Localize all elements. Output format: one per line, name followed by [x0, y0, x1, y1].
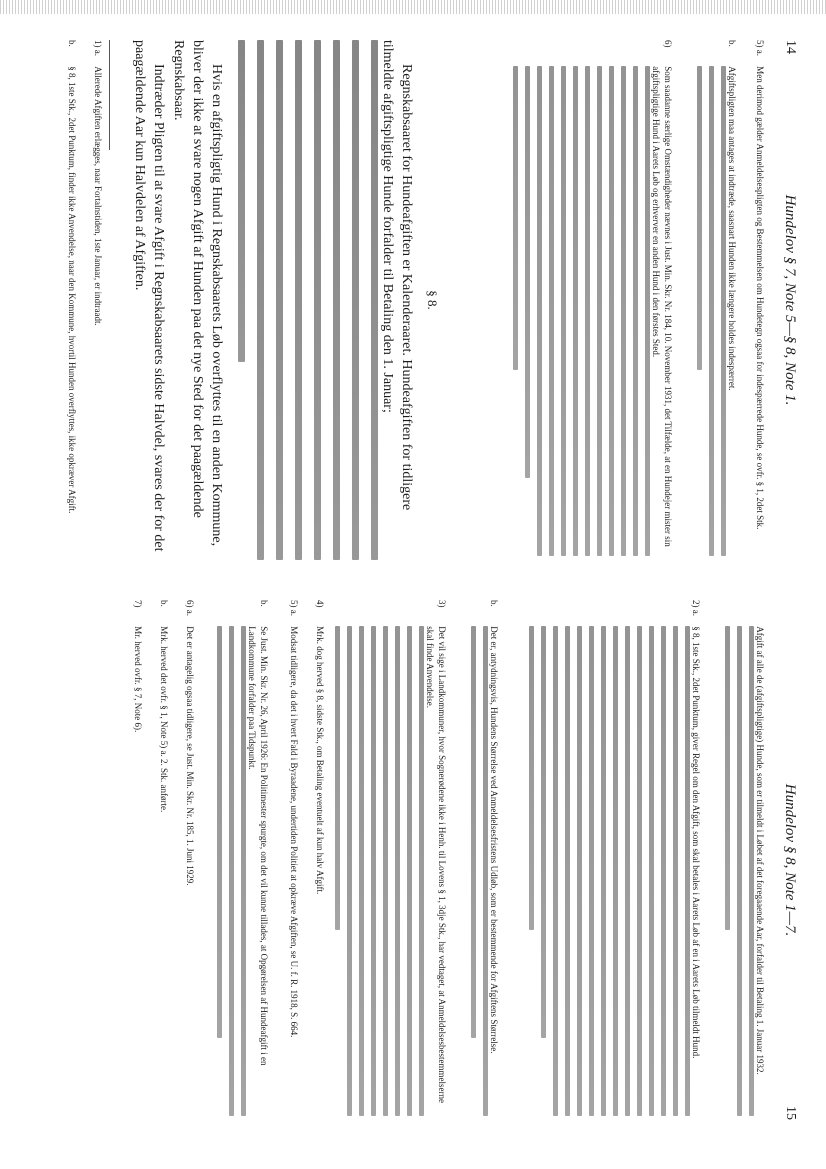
footnote-rule — [109, 40, 110, 150]
paragraph-text: Indtræder Pligten til at svare Afgift i Regnskabsaarets sidste Halvdel, svares der for det paagældende Aar kun Halvdelen af Afgiften. — [132, 40, 166, 552]
paragraph-text: Hvis en afgiftspligtig Hund i Regnskabsaarets Løb overflyttes til en anden Kommune, bliver der ikke at svare nogen Afgift af Hunden paa det nye Sted for det paagældende Regnskabsaar. — [171, 40, 224, 547]
note-7: 7) Mr. herved ovfr. § 7, Note 6). — [133, 600, 143, 733]
note-text: Det er, antydningsvis, Hundens Størrelse ved Anmeldelsesfristens Udløb, som er bestemmende for Afgiftens Størrelse. — [489, 626, 499, 1054]
note-6b: b. Mrk. herved det ovfr. § 1, Note 5) a. 2. Stk. anførte. — [159, 600, 169, 813]
page-14 — [40, 40, 800, 560]
note-text: Afgift af alle de (afgiftspligtige) Hunde, som er tilmeldt i Løbet af det foregaaende Aar, forfalder til Betaling 1. Januar 1932. — [755, 626, 765, 1075]
note-3: 3) Det vil sige i Landkommuner, hvor Sognerødene ikke i Henh. til Lovens § 1, 3dje Stk., har vedtaget, at Anmeldelsesbestemmelserne skal finde Anvendelse. — [328, 600, 448, 1120]
running-head — [774, 600, 800, 1120]
note-6a: 6) a. Det er antagelig ogsaa tidligere, se Just. Min. Skr. Nr. 185, 1. Juni 1929. — [185, 600, 195, 886]
note-text: Som saadanne særlige Omstændigheder nævnes i Just. Min. Skr. Nr. 184, 10. November 1931, det Tilfælde, at en Hundejer mister sin afgiftspligtige Hund i Aarets Løb og erhverver en anden Hund i den førstes Sted. — [651, 66, 673, 547]
note-2b: b. Det er, antydningsvis, Hundens Størrelse ved Anmeldelsesfristens Udløb, som er bestemmende for Afgiftens Størrelse. — [464, 600, 500, 1120]
footnote-1a: 1) a. Allerede Afgiften erlægges, naar Fortalnstiden, 1ste Januar, er indtraadt. — [93, 40, 103, 326]
footnote-text: § 8, 1ste Stk., 2det Punktum, finder ikke Anvendelse, naar den Kommune, hvortil Hunden overflyttes, ikke opkræver Afgift. — [67, 66, 77, 514]
note-text: Det er antagelig ogsaa tidligere, se Just. Min. Skr. Nr. 185, 1. Juni 1929. — [185, 626, 195, 886]
note-2a: 2) a. § 8, 1ste Stk., 2det Punktum, giver Regel om den Afgift, som skal betales i Aarets Løb af en i Aarets Løb tilmeldt Hund. — [522, 600, 702, 1120]
paragraph-text: Regnskabsaaret for Hundeafgiften er Kalenderaaret. Hundeafgiften for tidligere tilmeldte afgiftspligtige Hunde forfalder til Betaling den 1. Januar; — [380, 40, 414, 511]
note-5b: b. Afgiftspligten maa antages at indtræde, saasnart Hunden ikke længere holdes indespærret. — [690, 40, 738, 560]
note-text: Afgiftspligten maa antages at indtræde, saasnart Hunden ikke længere holdes indespærret. — [727, 66, 737, 391]
running-head-title: Hundelov § 7, Note 5—§ 8, Note 1. — [782, 194, 798, 406]
note-5a: 5) a. Men derimod gælder Anmeldelsespligten og Bestemmelsen om Hundetegn ogsaa for indespærrede Hunde, se ovfr. § 1, 2det Stk. — [755, 40, 765, 530]
note-4: 4) Mrk. dog herved § 8, sidste Stk., om Betaling eventuelt af kun halv Afgift. — [315, 600, 325, 895]
section-8-paragraph-3 — [130, 40, 168, 560]
running-head — [774, 40, 800, 560]
note-5b: b. Se Just. Min. Skr. Nr. 26, April 1926: En Politimester spurgte, om det vil kunne tillades, at Opgørelsen af Hundeafgift i en Landkommune forfalder paa Tidspunkt. — [210, 600, 270, 1120]
section-8-paragraph-1 — [226, 40, 416, 560]
note-text: Men derimod gælder Anmeldelsespligten og Bestemmelsen om Hundetegn ogsaa for indespærrede Hunde, se ovfr. § 1, 2det Stk. — [755, 66, 765, 530]
note-text: Det vil sige i Landkommuner, hvor Sognerødene ikke i Henh. til Lovens § 1, 3dje Stk., har vedtaget, at Anmeldelsesbestemmelserne skal finde Anvendelse. — [425, 626, 447, 1104]
footnote-text: Allerede Afgiften erlægges, naar Fortalnstiden, 1ste Januar, er indtraadt. — [93, 66, 103, 326]
note-5a: 5) a. Modsat tidligere, da det i hvert Fald i Byraadene, undertiden Politiet at opkræve Afgiften, se U. f. R. 1918, S. 664. — [289, 600, 299, 1038]
note-text: Mrk. herved det ovfr. § 1, Note 5) a. 2. Stk. anførte. — [159, 626, 169, 813]
note-text: Se Just. Min. Skr. Nr. 26, April 1926: En Politimester spurgte, om det vil kunne tillades, at Opgørelsen af Hundeafgift i en Landkommune forfalder paa Tidspunkt. — [247, 626, 269, 1066]
scan-edge-noise — [0, 0, 826, 14]
footnote-1b: b. § 8, 1ste Stk., 2det Punktum, finder ikke Anvendelse, naar den Kommune, hvortil Hunden overflyttes, ikke opkræver Afgift. — [67, 40, 77, 514]
book-spread — [40, 40, 800, 1130]
note-text: § 8, 1ste Stk., 2det Punktum, giver Regel om den Afgift, som skal betales i Aarets Løb af en i Aarets Løb tilmeldt Hund. — [691, 626, 701, 1059]
running-head-title: Hundelov § 8, Note 1—7. — [782, 783, 798, 937]
page-number: 15 — [783, 1106, 798, 1120]
page-15 — [40, 600, 800, 1120]
note-text: Mrk. dog herved § 8, sidste Stk., om Betaling eventuelt af kun halv Afgift. — [315, 626, 325, 895]
section-heading: § 8. — [425, 290, 440, 310]
section-8-paragraph-2 — [169, 40, 226, 560]
note-text: Modsat tidligere, da det i hvert Fald i Byraadene, undertiden Politiet at opkræve Afgiften, se U. f. R. 1918, S. 664. — [289, 626, 299, 1038]
note-6: 6) Som saadanne særlige Omstændigheder nævnes i Just. Min. Skr. Nr. 184, 10. November 1931, det Tilfælde, at en Hundejer mister sin afgiftspligtige Hund i Aarets Løb og erhverver en anden Hund i den førstes Sted. — [506, 40, 674, 560]
note-1-continued — [718, 600, 766, 1120]
page-number: 14 — [783, 40, 798, 54]
note-text: Mr. herved ovfr. § 7, Note 6). — [133, 626, 143, 733]
